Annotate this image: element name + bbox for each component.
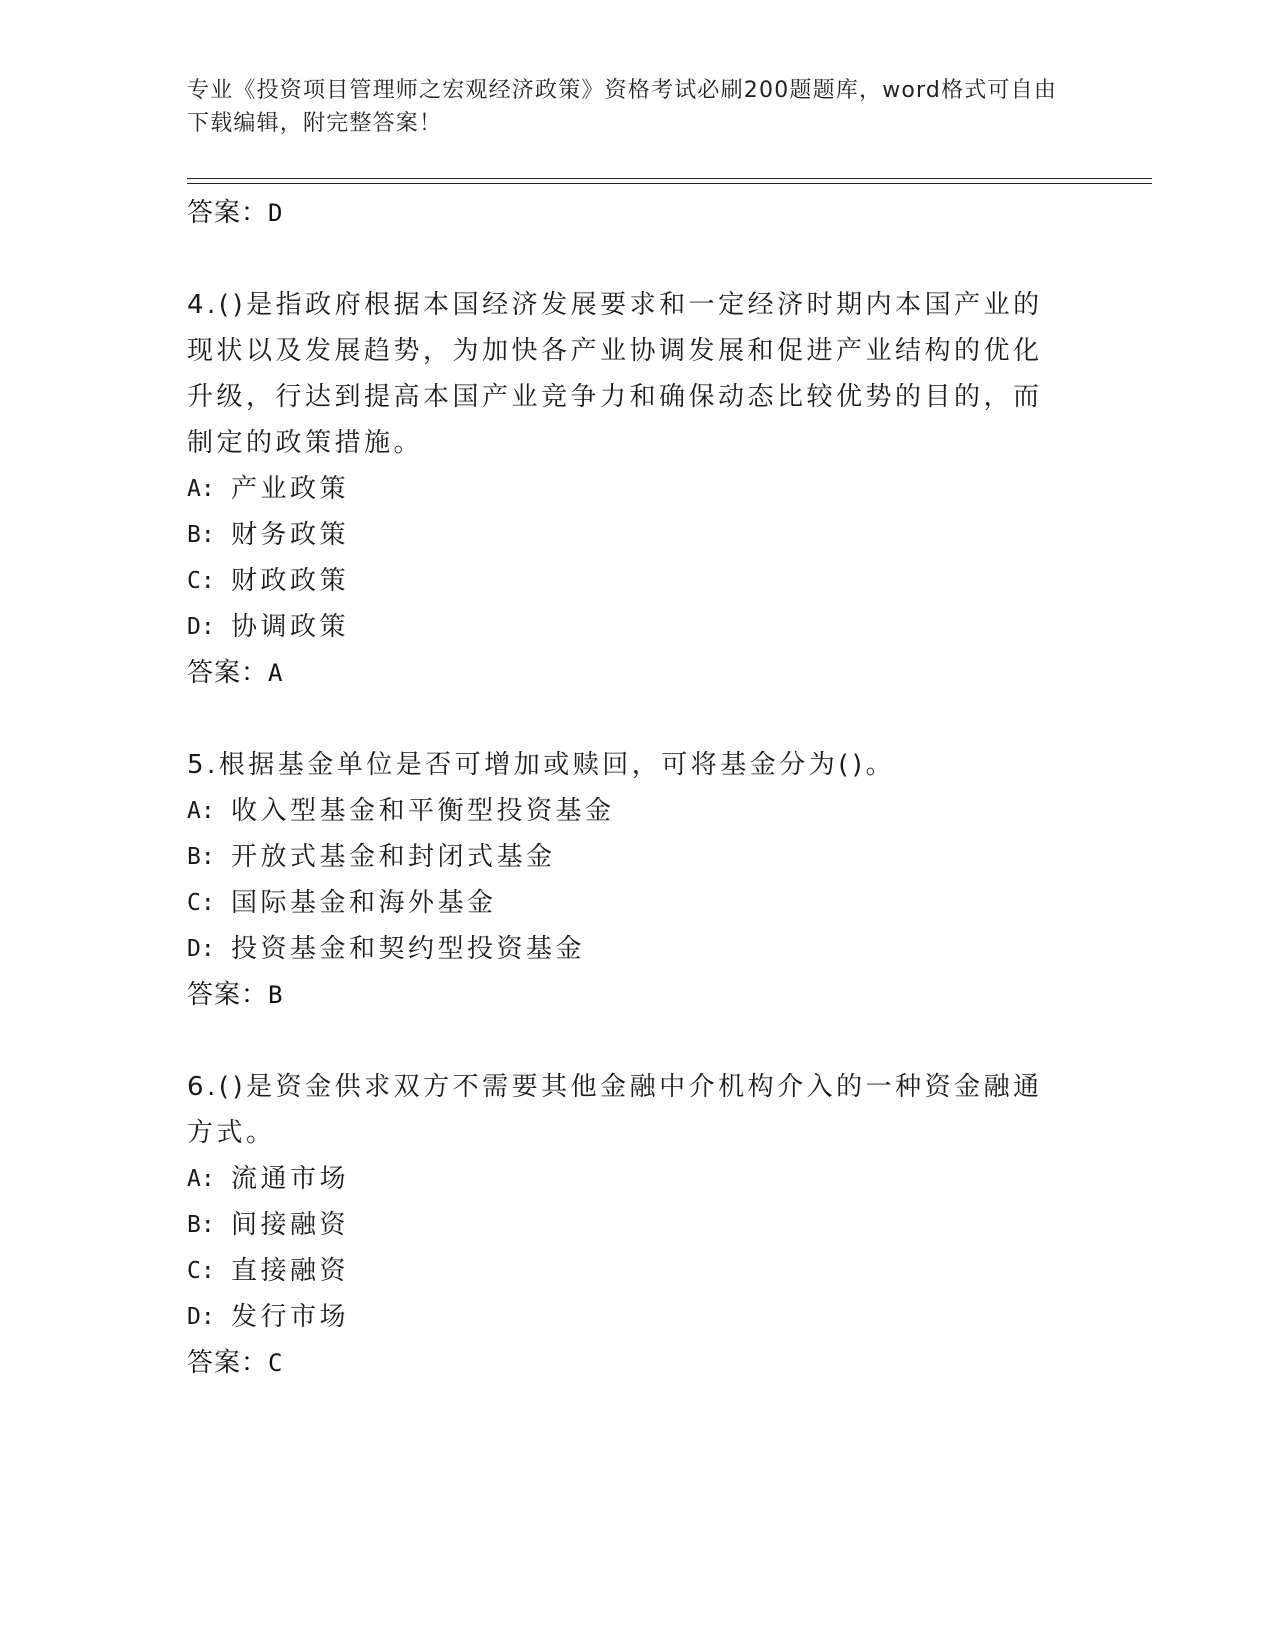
option-text: 协调政策 — [231, 612, 350, 642]
question-stem: 4.()是指政府根据本国经济发展要求和一定经济时期内本国产业的现状以及发展趋势，为加快各产业协调发展和促进产业结构的优化升级，行达到提高本国产业竞争力和确保动态比较优势的目的，而制定的政策措施。 — [187, 290, 1043, 458]
option-text: 国际基金和海外基金 — [231, 888, 497, 918]
document-header — [187, 74, 1067, 140]
answer-label: 答案： — [187, 658, 269, 688]
option-key: A: — [187, 1166, 215, 1192]
option-key: D: — [187, 614, 215, 640]
answer-label: 答案： — [187, 1348, 269, 1378]
option-a — [187, 1156, 1067, 1202]
option-d — [187, 1294, 1067, 1340]
question-block-5 — [187, 742, 1067, 1018]
option-key: B: — [187, 844, 215, 870]
option-text: 产业政策 — [231, 474, 350, 504]
header-rule-top — [187, 178, 1152, 179]
answer-line-prev — [187, 190, 1067, 236]
option-a — [187, 788, 1067, 834]
option-c — [187, 558, 1067, 604]
question-list — [187, 190, 1067, 1386]
option-text: 投资基金和契约型投资基金 — [231, 934, 586, 964]
option-c — [187, 1248, 1067, 1294]
option-c — [187, 880, 1067, 926]
option-key: B: — [187, 522, 215, 548]
option-text: 直接融资 — [231, 1256, 350, 1286]
option-text: 发行市场 — [231, 1302, 350, 1332]
option-key: B: — [187, 1212, 215, 1238]
option-key: D: — [187, 936, 215, 962]
option-d — [187, 926, 1067, 972]
option-key: A: — [187, 798, 215, 824]
option-key: C: — [187, 568, 215, 594]
option-text: 开放式基金和封闭式基金 — [231, 842, 556, 872]
option-b — [187, 1202, 1067, 1248]
option-text: 间接融资 — [231, 1210, 350, 1240]
answer-line — [187, 972, 1067, 1018]
answer-value: C — [268, 1349, 284, 1377]
question-block-4 — [187, 282, 1067, 696]
option-text: 收入型基金和平衡型投资基金 — [231, 796, 615, 826]
option-text: 财务政策 — [231, 520, 350, 550]
option-text: 财政政策 — [231, 566, 350, 596]
answer-value: B — [268, 981, 284, 1009]
option-b — [187, 834, 1067, 880]
answer-line — [187, 650, 1067, 696]
answer-label: 答案： — [187, 198, 269, 228]
option-key: A: — [187, 476, 215, 502]
header-rule-bottom — [187, 183, 1152, 184]
option-key: C: — [187, 890, 215, 916]
option-text: 流通市场 — [231, 1164, 350, 1194]
question-block-6 — [187, 1064, 1067, 1386]
answer-value: D — [268, 199, 284, 227]
option-b — [187, 512, 1067, 558]
answer-value: A — [268, 659, 284, 687]
answer-line — [187, 1340, 1067, 1386]
option-key: D: — [187, 1304, 215, 1330]
question-stem: 5.根据基金单位是否可增加或赎回，可将基金分为()。 — [187, 750, 896, 780]
question-stem: 6.()是资金供求双方不需要其他金融中介机构介入的一种资金融通方式。 — [187, 1072, 1043, 1148]
header-text: 专业《投资项目管理师之宏观经济政策》资格考试必刷200题题库，word格式可自由下载编辑，附完整答案！ — [187, 78, 1058, 136]
answer-label: 答案： — [187, 980, 269, 1010]
option-key: C: — [187, 1258, 215, 1284]
option-a — [187, 466, 1067, 512]
option-d — [187, 604, 1067, 650]
